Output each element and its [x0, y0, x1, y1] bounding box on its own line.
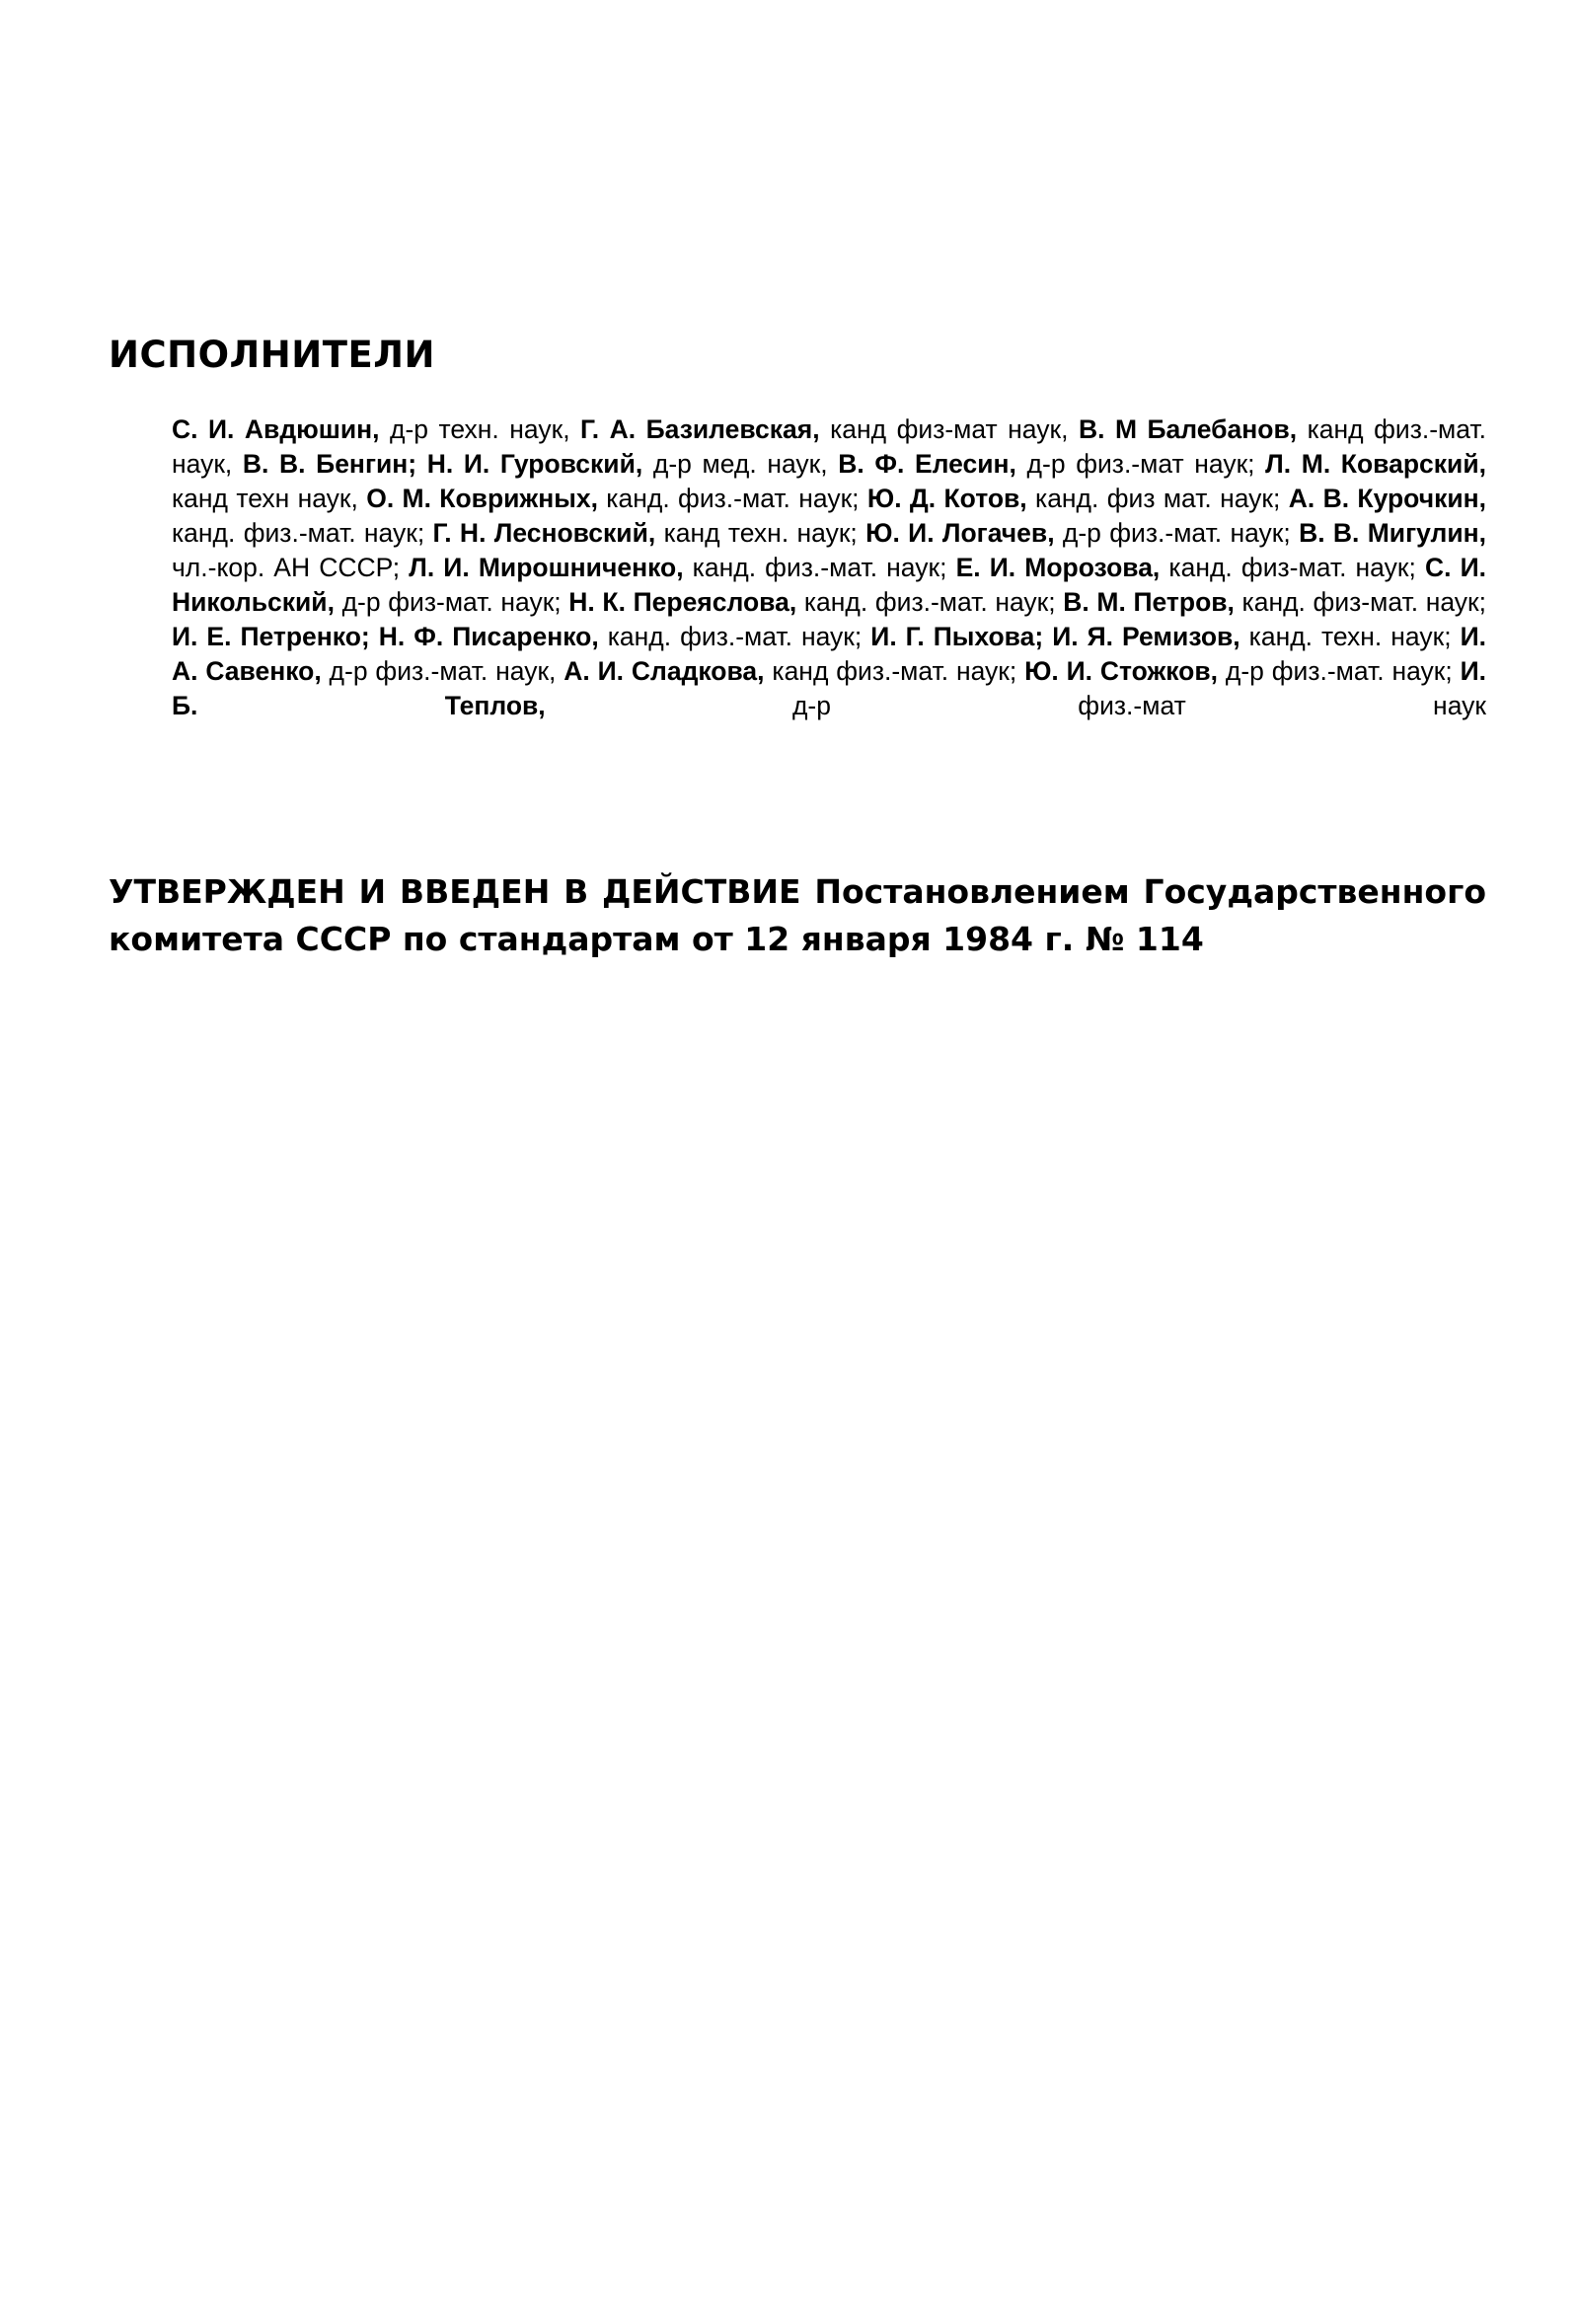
- author-name: А. В. Курочкин,: [1288, 484, 1487, 513]
- author-degree: канд техн. наук;: [655, 518, 866, 548]
- author-name: Л. И. Мирошниченко,: [409, 553, 684, 582]
- author-name: Г. А. Базилевская,: [580, 414, 820, 444]
- author-degree: канд. физ.-мат. наук;: [597, 484, 867, 513]
- author-degree: д-р физ.-мат наук;: [1015, 449, 1266, 479]
- author-degree: [370, 622, 379, 651]
- section-heading: ИСПОЛНИТЕЛИ: [109, 334, 435, 376]
- author-degree: [1043, 622, 1052, 651]
- author-name: В. М Балебанов,: [1078, 414, 1298, 444]
- author-degree: канд. физ.-мат. наук;: [598, 622, 871, 651]
- author-name: Н. К. Переяслова,: [568, 587, 797, 617]
- author-name: Л. М. Коварский,: [1265, 449, 1486, 479]
- approval-statement: [109, 868, 1486, 963]
- author-degree: д-р мед. наук,: [642, 449, 839, 479]
- authors-list: [172, 412, 1486, 723]
- author-name: О. М. Коврижных,: [366, 484, 598, 513]
- author-name: И. Я. Ремизов,: [1052, 622, 1240, 651]
- author-name: Ю. И. Логачев,: [865, 518, 1055, 548]
- author-name: Ю. Д. Котов,: [866, 484, 1027, 513]
- author-degree: канд физ-мат наук,: [819, 414, 1079, 444]
- author-name: С. И. Никольский,: [172, 553, 1486, 617]
- author-degree: д-р физ.-мат. наук;: [1218, 656, 1461, 686]
- author-degree: канд. физ.-мат. наук;: [683, 553, 956, 582]
- author-name: Г. Н. Лесновский,: [432, 518, 656, 548]
- author-name: Е. И. Морозова,: [955, 553, 1161, 582]
- author-degree: д-р техн. наук,: [379, 414, 581, 444]
- author-degree: чл.-кор. АН СССР;: [172, 553, 410, 582]
- author-name: С. И. Авдюшин,: [172, 414, 380, 444]
- author-degree: д-р физ.-мат наук: [545, 691, 1486, 720]
- author-degree: [416, 449, 427, 479]
- author-degree: д-р физ.-мат. наук,: [321, 656, 564, 686]
- author-degree: д-р физ.-мат. наук;: [1054, 518, 1300, 548]
- author-degree: канд. физ мат. наук;: [1026, 484, 1289, 513]
- author-name: И. Г. Пыхова;: [870, 622, 1044, 651]
- author-name: Н. И. Гуровский,: [426, 449, 643, 479]
- author-degree: канд. физ.-мат. наук;: [796, 587, 1064, 617]
- author-degree: канд. техн. наук;: [1239, 622, 1461, 651]
- author-degree: канд. физ-мат. наук;: [1160, 553, 1425, 582]
- approval-text: Постановлением Государственного комитета СССР по стандартам от 12 января 1984 г. № 114: [109, 872, 1486, 958]
- author-name: И. Е. Петренко;: [172, 622, 370, 651]
- author-name: И. Б. Теплов,: [172, 656, 1487, 720]
- author-degree: канд физ.-мат. наук,: [172, 414, 1486, 479]
- author-name: Н. Ф. Писаренко,: [378, 622, 599, 651]
- author-name: В. В. Бенгин;: [242, 449, 417, 479]
- author-name: А. И. Сладкова,: [563, 656, 765, 686]
- author-name: И. А. Савенко,: [172, 622, 1486, 686]
- author-degree: канд. физ.-мат. наук;: [172, 518, 433, 548]
- approval-lead: УТВЕРЖДЕН И ВВЕДЕН В ДЕЙСТВИЕ: [109, 872, 801, 911]
- author-name: В. Ф. Елесин,: [838, 449, 1016, 479]
- author-degree: канд. физ-мат. наук;: [1234, 587, 1486, 617]
- author-name: Ю. И. Стожков,: [1024, 656, 1219, 686]
- author-degree: канд техн наук,: [172, 484, 367, 513]
- author-degree: д-р физ-мат. наук;: [334, 587, 569, 617]
- author-name: В. М. Петров,: [1063, 587, 1235, 617]
- author-name: В. В. Мигулин,: [1299, 518, 1487, 548]
- author-degree: канд физ.-мат. наук;: [764, 656, 1025, 686]
